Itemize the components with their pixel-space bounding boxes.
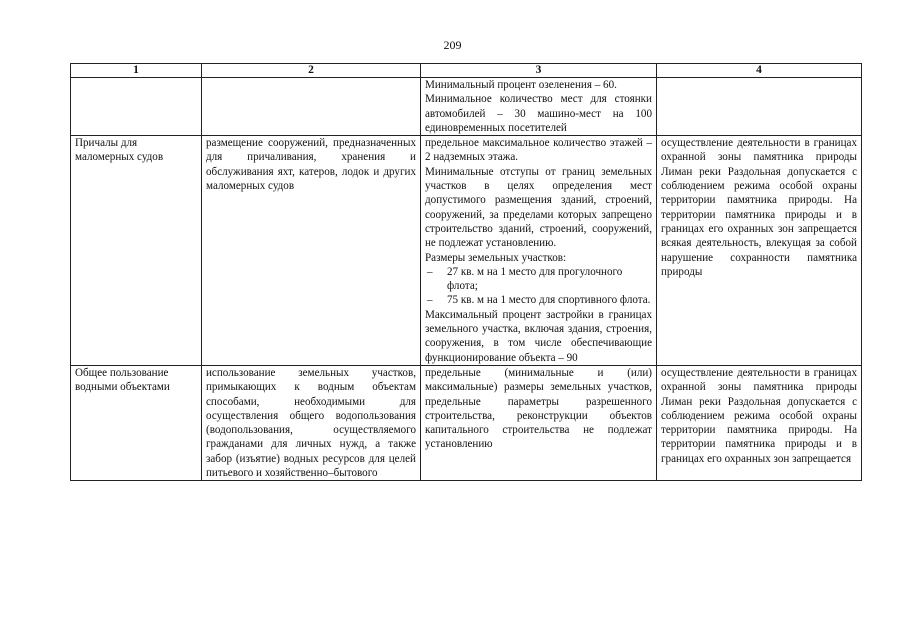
row1-col3-para: Минимальные отступы от границ земельных участков в целях определения мест допустимого размещения зданий, строений, сооружений, за пределами которых запрещено строительство зданий, строений, сооружений, не подлежат установлению. bbox=[425, 165, 652, 250]
row0-col4 bbox=[657, 78, 862, 136]
row0-col1 bbox=[71, 78, 202, 136]
row1-col3-para: Размеры земельных участков: bbox=[425, 251, 567, 264]
table-row bbox=[71, 136, 862, 366]
row0-col2 bbox=[202, 78, 421, 136]
row2-col3: предельные (минимальные и (или) максимальные) размеры земельных участков, предельные параметры разрешенного строительства, реконструкции объектов капитального строительства не подлежат установлению bbox=[421, 365, 657, 480]
table-header-row bbox=[71, 64, 862, 78]
regulations-table bbox=[70, 63, 862, 481]
row1-col3 bbox=[421, 136, 657, 366]
column-header-1: 1 bbox=[71, 64, 202, 78]
table-row bbox=[71, 365, 862, 480]
page-number: 209 bbox=[443, 38, 462, 52]
row0-col3-para: Минимальный процент озеленения – 60. bbox=[425, 79, 617, 91]
row0-col3 bbox=[421, 78, 657, 136]
row2-col2: использование земельных участков, примыкающих к водным объектам способами, необходимыми для осуществления общего водопользования (водопользования, осуществляемого гражданами для личных нужд, а также забор (изъятие) водных ресурсов для целей питьевого и хозяйственно–бытового bbox=[202, 365, 421, 480]
list-item-text: 27 кв. м на 1 место для прогулочного флота; bbox=[447, 265, 623, 293]
land-size-list bbox=[425, 265, 652, 308]
row2-col4: осуществление деятельности в границах охранной зоны памятника природы Лиман реки Раздольная допускается с соблюдением режима особой охраны территории памятника природы. На территории памятника природы и в границах его охранных зон запрещается bbox=[657, 365, 862, 480]
list-item: – 27 кв. м на 1 место для прогулочного флота; bbox=[427, 265, 623, 293]
row1-col4: осуществление деятельности в границах охранной зоны памятника природы Лиман реки Раздольная допускается с соблюдением режима особой охраны территории памятника природы. На территории памятника природы и в границах его охранных зон запрещается всякая деятельность, влекущая за собой нарушение сохранности памятника природы bbox=[657, 136, 862, 366]
row0-col3-para: Минимальное количество мест для стоянки автомобилей – 30 машино-мест на 100 единовременных посетителей bbox=[425, 93, 652, 134]
row1-col3-para: Максимальный процент застройки в границах земельного участка, включая здания, строения, сооружения, в том числе обеспечивающие функционирование объекта – 90 bbox=[425, 308, 652, 364]
list-item-text: 75 кв. м на 1 место для спортивного флота. bbox=[447, 294, 651, 307]
row1-col3-para: предельное максимальное количество этажей – 2 надземных этажа. bbox=[425, 137, 652, 164]
list-item: – 75 кв. м на 1 место для спортивного флота. bbox=[427, 294, 651, 307]
row2-col1: Общее пользование водными объектами bbox=[71, 365, 202, 480]
column-header-2: 2 bbox=[202, 64, 421, 78]
column-header-3: 3 bbox=[421, 64, 657, 78]
row1-col1: Причалы для маломерных судов bbox=[71, 136, 202, 366]
column-header-4: 4 bbox=[657, 64, 862, 78]
row1-col2: размещение сооружений, предназначенных для причаливания, хранения и обслуживания яхт, катеров, лодок и других маломерных судов bbox=[202, 136, 421, 366]
table-row bbox=[71, 78, 862, 136]
